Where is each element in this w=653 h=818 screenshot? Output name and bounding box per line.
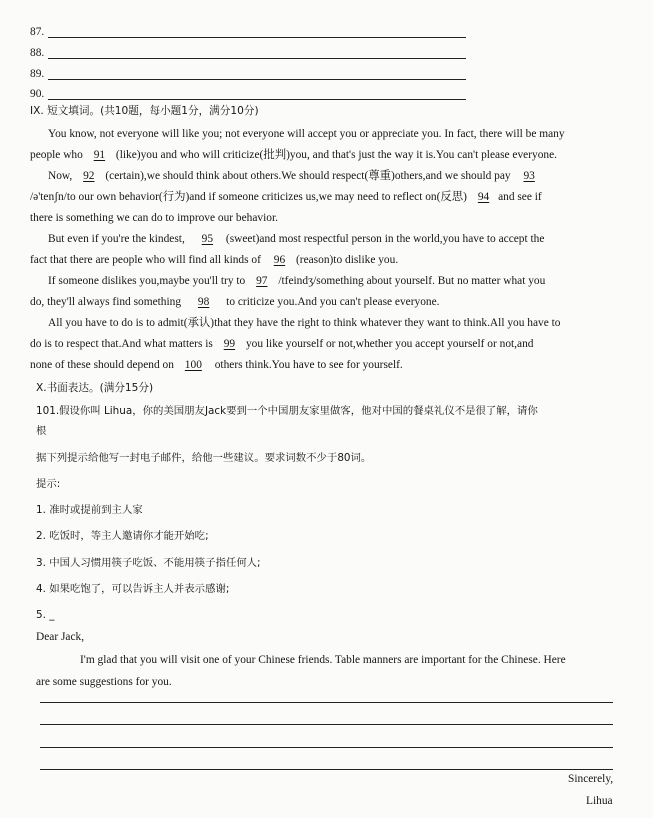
blank-92[interactable]: 92 bbox=[83, 170, 95, 182]
blank-91[interactable]: 91 bbox=[93, 149, 106, 161]
hint-item-3: 3. 中国人习惯用筷子吃饭、不能用筷子指任何人; bbox=[36, 557, 261, 569]
passage-text: (like)you and who will criticize(批判)you, and that's just the way it is.You can't please everyone. bbox=[113, 149, 557, 161]
passage-text: But even if you're the kindest, bbox=[48, 233, 188, 245]
passage-line-12 bbox=[30, 358, 403, 372]
passage-text: (sweet)and most respectful person in the world,you have to accept the bbox=[223, 233, 545, 245]
section-10-title: X.书面表达。(满分15分) bbox=[36, 382, 154, 394]
letter-signature: Lihua bbox=[586, 795, 613, 807]
blank-98[interactable]: 98 bbox=[197, 296, 210, 308]
passage-text: to criticize you.And you can't please everyone. bbox=[223, 296, 440, 308]
hint-item-2: 2. 吃饭时，等主人邀请你才能开始吃; bbox=[36, 530, 209, 542]
passage-line-9 bbox=[30, 295, 440, 309]
passage-text: and see if bbox=[495, 191, 542, 203]
answer-number: 89. bbox=[30, 68, 45, 80]
blank-96[interactable]: 96 bbox=[273, 254, 286, 266]
passage-line-4 bbox=[30, 190, 542, 204]
passage-text: others think.You have to see for yourself. bbox=[211, 359, 403, 371]
blank-93[interactable]: 93 bbox=[523, 170, 535, 182]
section-9-title: IX. 短文填词。(共10题，每小题1分，满分10分) bbox=[30, 105, 259, 117]
answer-blank-87[interactable] bbox=[48, 37, 466, 38]
answer-number: 90. bbox=[30, 88, 45, 100]
passage-text: none of these should depend on bbox=[30, 359, 177, 371]
answer-number: 87. bbox=[30, 26, 45, 38]
passage-text: /tfeindʒ/something about yourself. But no matter what you bbox=[275, 275, 546, 287]
passage-line-5: there is something we can do to improve our behavior. bbox=[30, 212, 279, 224]
passage-text: /ə'tenʃn/to our own behavior(行为)and if someone criticizes us,we may need to reflect on(反思) bbox=[30, 191, 470, 203]
hint-label: 提示: bbox=[36, 478, 61, 490]
blank-95[interactable]: 95 bbox=[201, 233, 214, 245]
answer-number: 88. bbox=[30, 47, 45, 59]
blank-100[interactable]: 100 bbox=[184, 359, 202, 371]
letter-greeting: Dear Jack, bbox=[36, 631, 85, 643]
passage-text: If someone dislikes you,maybe you'll try to bbox=[48, 275, 249, 287]
passage-text: you like yourself or not,whether you accept yourself or not,and bbox=[243, 338, 534, 350]
writing-prompt-line-2: 根 bbox=[36, 425, 47, 437]
letter-body-line-2: are some suggestions for you. bbox=[36, 676, 172, 688]
hint-item-5: 5. _ bbox=[36, 609, 55, 621]
passage-text: do, they'll always find something bbox=[30, 296, 184, 308]
blank-94[interactable]: 94 bbox=[477, 191, 490, 203]
blank-97[interactable]: 97 bbox=[256, 275, 268, 287]
passage-line-8 bbox=[48, 274, 545, 288]
answer-blank-90[interactable] bbox=[48, 99, 466, 100]
writing-line-4[interactable] bbox=[40, 769, 613, 770]
letter-body-line-1: I'm glad that you will visit one of your Chinese friends. Table manners are important for the Chinese. Here bbox=[80, 654, 566, 666]
passage-line-11 bbox=[30, 337, 533, 351]
writing-prompt-line-3: 据下列提示给他写一封电子邮件，给他一些建议。要求词数不少于80词。 bbox=[36, 452, 372, 464]
answer-blank-89[interactable] bbox=[48, 79, 466, 80]
writing-line-1[interactable] bbox=[40, 702, 613, 703]
letter-closing: Sincerely, bbox=[568, 773, 614, 785]
writing-prompt-line-1: 101.假设你叫 Lihua，你的美国朋友Jack要到一个中国朋友家里做客，他对中国的餐桌礼仪不是很了解，请你 bbox=[36, 405, 538, 417]
hint-item-4: 4. 如果吃饱了，可以告诉主人并表示感谢; bbox=[36, 583, 230, 595]
passage-line-10: All you have to do is to admit(承认)that they have the right to think whatever they want to think.All you have to bbox=[48, 317, 561, 329]
passage-text: fact that there are people who will find all kinds of bbox=[30, 254, 264, 266]
passage-text: do is to respect that.And what matters is bbox=[30, 338, 216, 350]
answer-blank-88[interactable] bbox=[48, 58, 466, 59]
blank-99[interactable]: 99 bbox=[223, 338, 236, 350]
passage-line-1: You know, not everyone will like you; not everyone will accept you or appreciate you. In fact, there will be many bbox=[48, 128, 565, 140]
passage-line-6 bbox=[48, 232, 544, 246]
passage-line-3 bbox=[48, 169, 549, 183]
passage-text: people who bbox=[30, 149, 86, 161]
passage-line-2 bbox=[30, 148, 557, 162]
passage-line-7 bbox=[30, 253, 398, 267]
passage-text: (certain),we should think about others.We should respect(尊重)others,and we should pay bbox=[102, 170, 514, 182]
hint-item-1: 1. 准时或提前到主人家 bbox=[36, 504, 143, 516]
writing-line-3[interactable] bbox=[40, 747, 613, 748]
passage-text: (reason)to dislike you. bbox=[293, 254, 399, 266]
writing-line-2[interactable] bbox=[40, 724, 613, 725]
passage-text: Now, bbox=[48, 170, 76, 182]
